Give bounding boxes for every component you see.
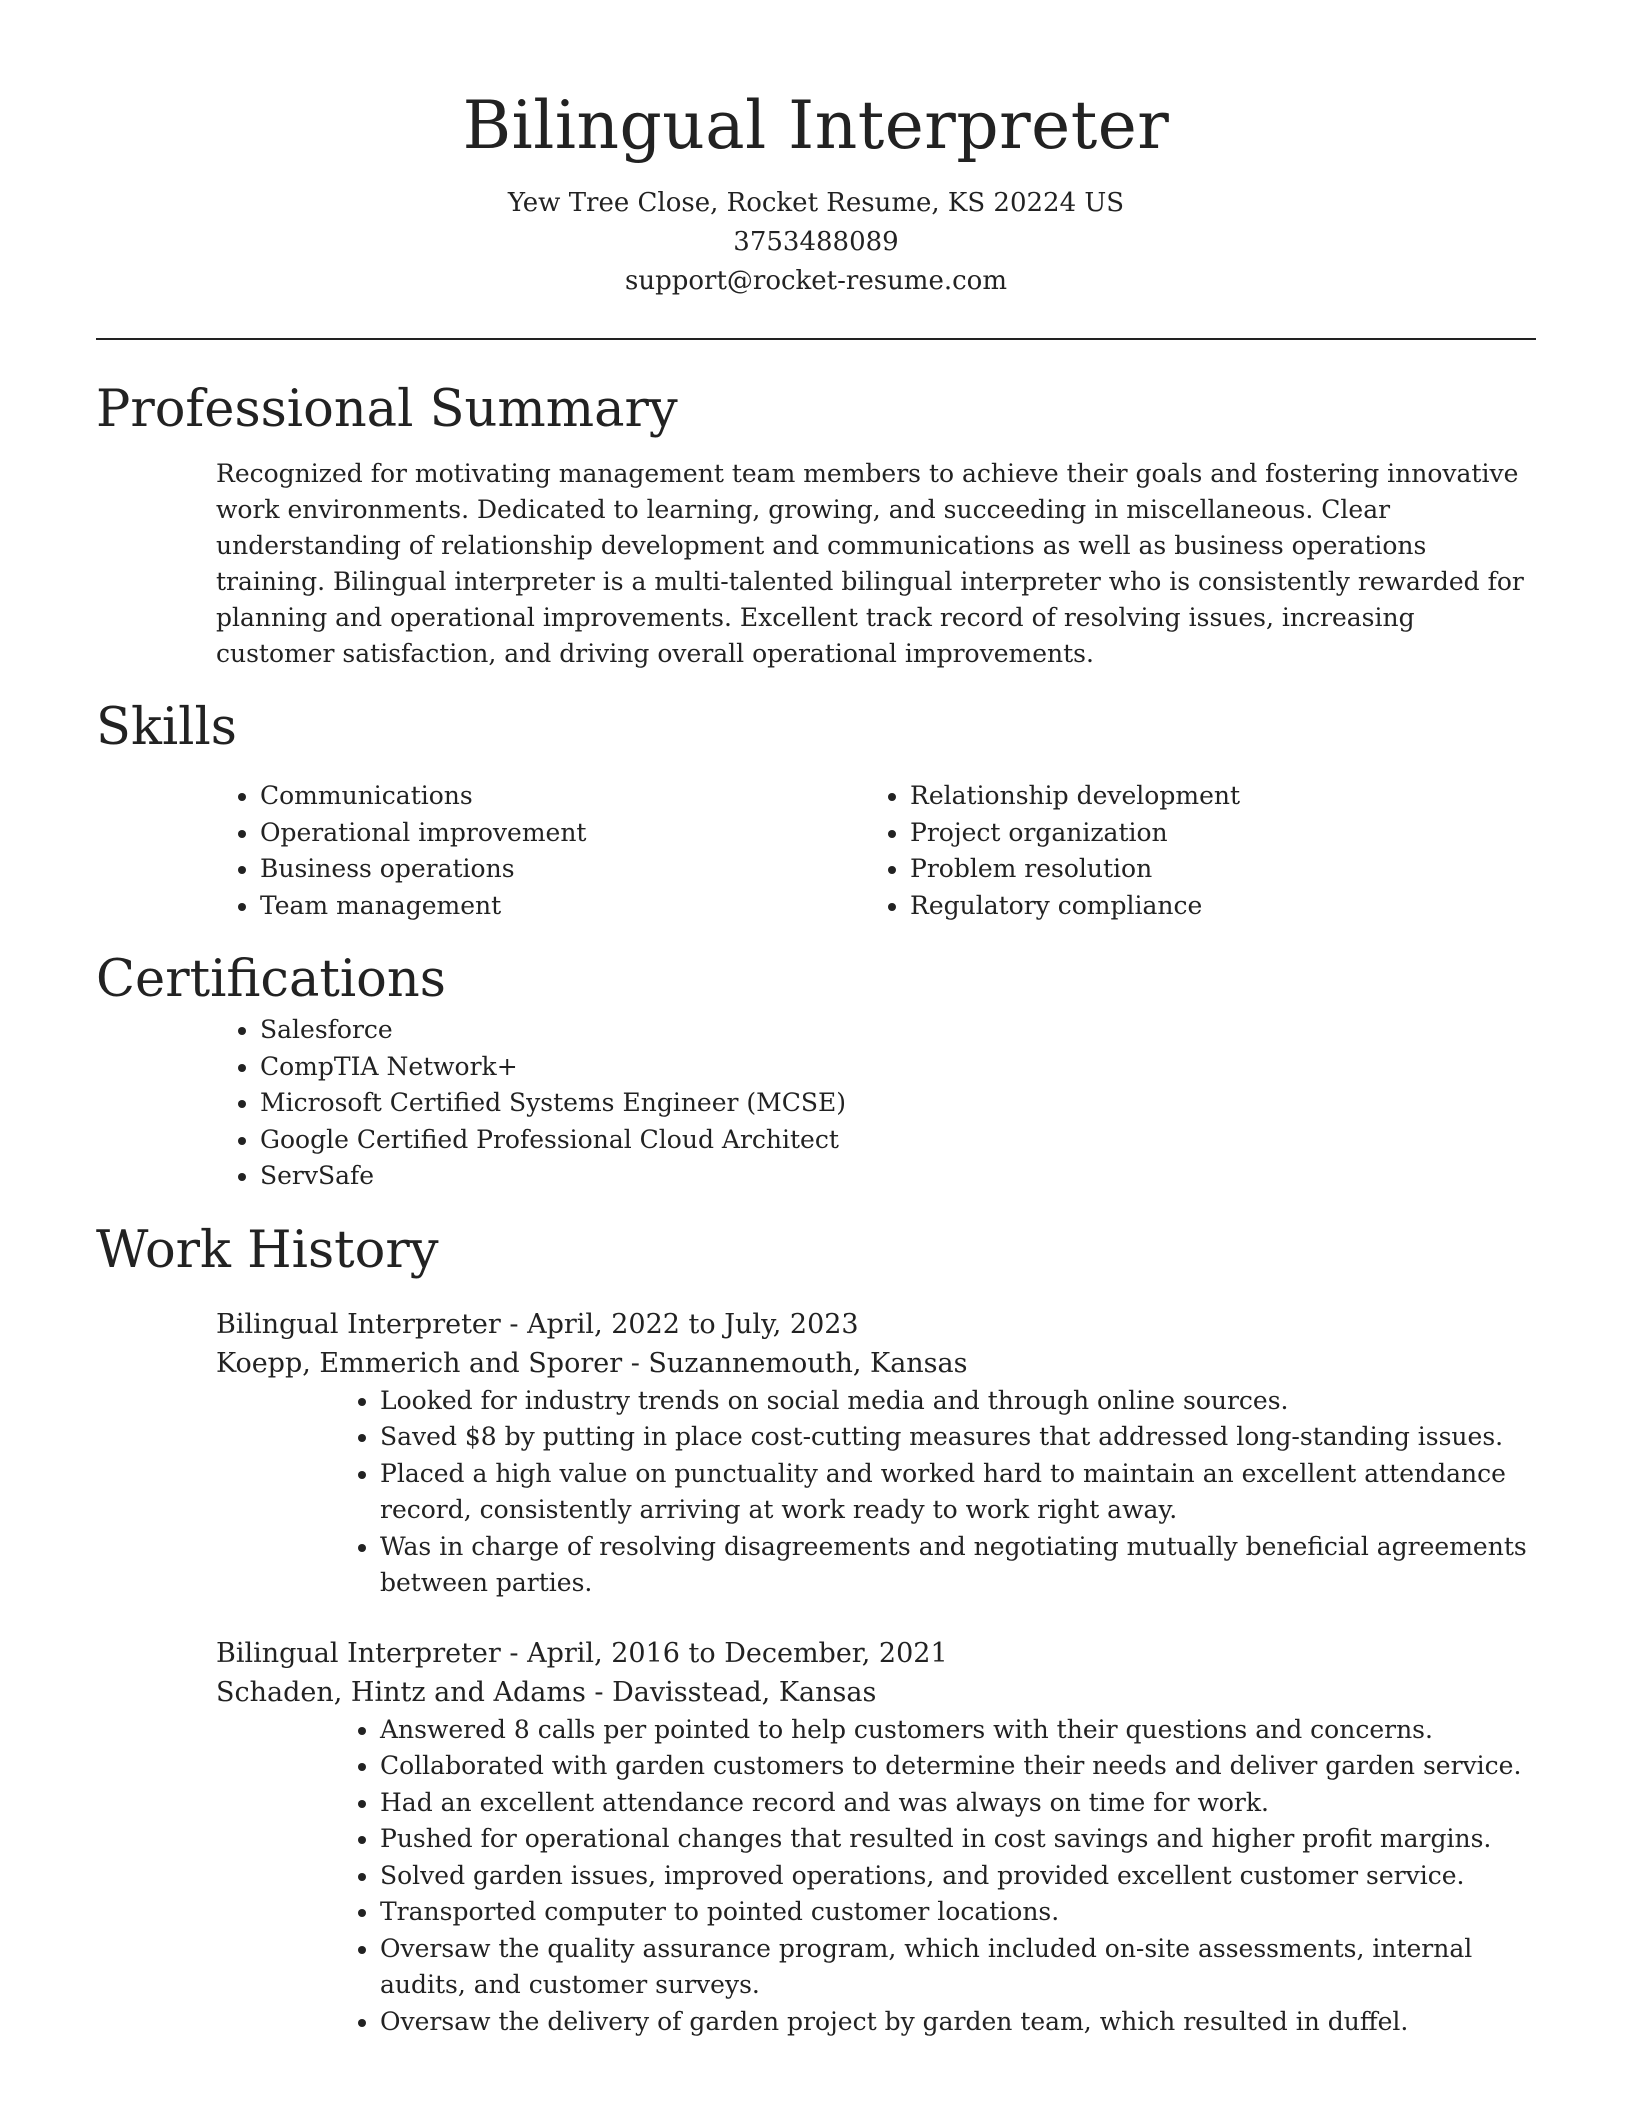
skill-item: • Regulatory compliance [910,888,1536,925]
job-bullets [216,1712,1536,2041]
job-bullets [216,1383,1536,1602]
certification-item: • ServSafe [260,1158,1536,1195]
job-bullet: • Was in charge of resolving disagreements and negotiating mutually beneficial agreements between parties. [380,1529,1536,1602]
job-position: Bilingual Interpreter - April, 2016 to December, 2021 [216,1637,948,1669]
contact-phone: 3753488089 [733,227,899,257]
job-bullet: • Transported computer to pointed customer locations. [380,1894,1536,1931]
certifications-title: Certifications [96,950,446,1009]
job-bullet: • Placed a high value on punctuality and worked hard to maintain an excellent attendance record, consistently arriving at work ready to work right away. [380,1456,1536,1529]
job-company: Koepp, Emmerich and Sporer - Suzannemouth, Kansas [216,1347,968,1379]
contact-email: support@rocket-resume.com [624,266,1007,296]
summary-text: Recognized for motivating management team members to achieve their goals and fostering innovative work environments. Dedicated to learning, growing, and succeeding in miscellaneous. Clear understanding of relationship development and communications as well as business operations training. Bilingual interpreter is a multi-talented bilingual interpreter who is consistently rewarded for planning and operational improvements. Excellent track record of resolving issues, increasing customer satisfaction, and driving overall operational improvements. [216,459,1524,668]
skills-grid [96,778,1536,924]
job-bullet: • Collaborated with garden customers to determine their needs and deliver garden service. [380,1748,1536,1785]
skills-list-left [96,778,886,924]
skill-item: • Operational improvement [260,815,886,852]
contact-address: Yew Tree Close, Rocket Resume, KS 20224 US [507,188,1125,218]
job-bullet: • Pushed for operational changes that resulted in cost savings and higher profit margins. [380,1821,1536,1858]
certification-item: • CompTIA Network+ [260,1049,1536,1086]
job-bullet: • Oversaw the delivery of garden project by garden team, which resulted in duffel. [380,2004,1536,2041]
job-company: Schaden, Hintz and Adams - Davisstead, Kansas [216,1676,877,1708]
job-bullet: • Solved garden issues, improved operations, and provided excellent customer service. [380,1858,1536,1895]
skill-item: • Relationship development [910,778,1536,815]
job-bullet: • Had an excellent attendance record and was always on time for work. [380,1785,1536,1822]
job-entry [216,1305,1536,1602]
resume-header [96,0,1536,301]
skills-title: Skills [96,698,237,757]
job-position: Bilingual Interpreter - April, 2022 to July, 2023 [216,1308,859,1340]
certifications-list [96,1012,1536,1195]
resume-name: Bilingual Interpreter [462,87,1170,164]
certification-item: • Google Certified Professional Cloud Architect [260,1122,1536,1159]
certification-item: • Microsoft Certified Systems Engineer (MCSE) [260,1085,1536,1122]
job-bullet: • Saved $8 by putting in place cost-cutting measures that addressed long-standing issues. [380,1419,1536,1456]
skill-item: • Business operations [260,851,886,888]
skills-list-right [910,778,1536,924]
job-bullet: • Looked for industry trends on social media and through online sources. [380,1383,1536,1420]
header-divider [96,338,1536,340]
work-history-title: Work History [96,1220,439,1280]
contact-block [96,184,1536,301]
skill-item: • Problem resolution [910,851,1536,888]
certification-item: • Salesforce [260,1012,1536,1049]
skill-item: • Communications [260,778,886,815]
skill-item: • Project organization [910,815,1536,852]
job-bullet: • Answered 8 calls per pointed to help customers with their questions and concerns. [380,1712,1536,1749]
job-entry [216,1634,1536,2041]
skill-item: • Team management [260,888,886,925]
job-bullet: • Oversaw the quality assurance program, which included on-site assessments, internal audits, and customer surveys. [380,1931,1536,2004]
summary-title: Professional Summary [96,380,678,439]
